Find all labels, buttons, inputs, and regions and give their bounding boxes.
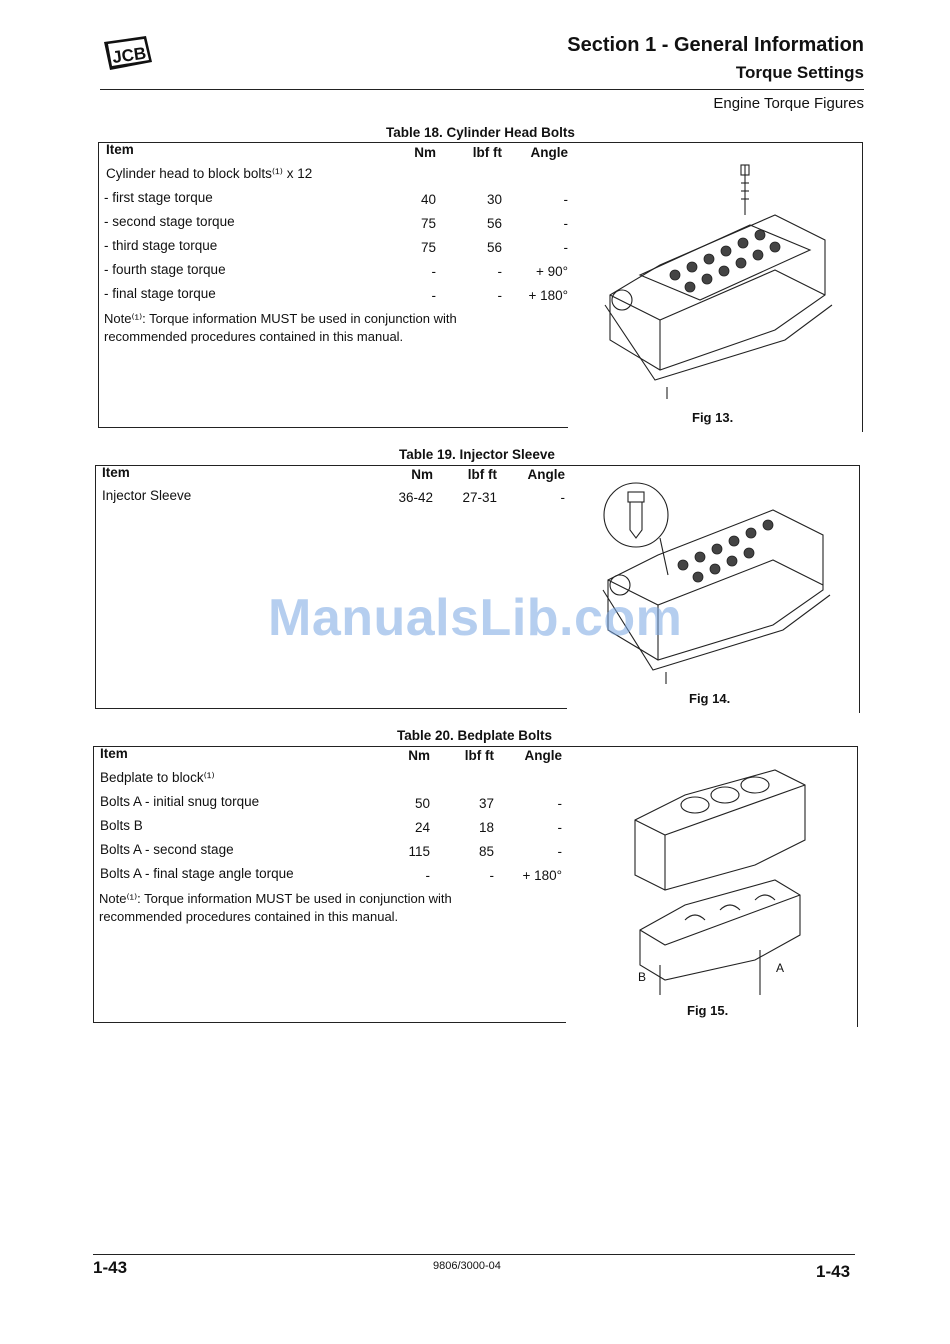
table-row-item: - final stage torque [104,286,216,301]
callout-label-b: B [638,970,647,984]
table-18-left-rule [98,142,99,427]
table-cell-angle: + 90° [535,264,568,279]
table-name: Injector Sleeve [459,447,555,462]
callout-label-a: A [776,961,785,975]
column-header-nm: Nm [414,145,436,160]
table-row-item: - fourth stage torque [104,262,226,277]
table-cell-lbf: 56 [486,240,502,255]
table-row-item: Injector Sleeve [102,488,192,503]
table-cell-angle: - [563,240,568,255]
table-cell-angle: + 180° [522,868,562,883]
table-20-note: Note⁽¹⁾: Torque information MUST be used in conjunction with recommended procedures contained in this manual. [99,891,452,924]
table-cell-nm: 24 [414,820,430,835]
table-20-right-rule [857,746,858,1027]
column-header-lbf: lbf ft [464,748,494,763]
table-row-item: - first stage torque [104,190,213,205]
column-header-lbf: lbf ft [472,145,502,160]
table-cell-nm: - [431,264,436,279]
table-row-item: Bedplate to block⁽¹⁾ [100,770,215,785]
table-number: Table 20. [397,728,454,743]
column-header-lbf: lbf ft [467,467,497,482]
table-cell-lbf: - [497,288,502,303]
page-number-left: 1-43 [93,1258,128,1277]
table-number: Table 18. [386,125,443,140]
table-name: Bedplate Bolts [457,728,553,743]
table-18-bottom-rule [98,427,568,428]
table-19-bottom-rule [95,708,567,709]
table-name: Cylinder Head Bolts [446,125,575,140]
fig-13-caption: Fig 13. [692,410,734,425]
table-cell-angle: - [557,820,562,835]
table-18-right-rule [862,142,863,432]
section-title: Section 1 - General Information [567,34,864,56]
page-subtitle: Torque Settings [735,63,864,82]
document-number: 9806/3000-04 [433,1260,501,1272]
table-row-item: - third stage torque [104,238,218,253]
table-cell-lbf: 30 [486,192,502,207]
fig-13-cylinder-head-illustration [600,155,835,405]
table-20-left-rule [93,746,94,1022]
table-cell-lbf: 37 [478,796,494,811]
fig-14-injector-sleeve-illustration [598,480,833,685]
table-cell-angle: + 180° [528,288,568,303]
column-header-nm: Nm [408,748,430,763]
table-20-top-rule [93,746,858,747]
column-header-angle: Angle [527,467,565,482]
bolt-heads [670,230,780,292]
table-cell-nm: 115 [408,844,430,859]
column-header-nm: Nm [411,467,433,482]
fig-15-caption: Fig 15. [687,1003,729,1018]
table-19-top-rule [95,465,860,466]
footer-rule [93,1254,855,1255]
table-row-item: - second stage torque [104,214,235,229]
table-cell-nm: 75 [420,216,436,231]
table-18-title [386,125,575,140]
table-row-item: Bolts A - final stage angle torque [100,866,294,881]
table-row-item: Bolts A - initial snug torque [100,794,260,809]
table-cell-nm: 40 [420,192,436,207]
table-cell-nm: 36-42 [398,490,433,505]
column-header-item: Item [100,746,128,761]
table-20-bottom-rule [93,1022,566,1023]
table-cell-lbf: - [497,264,502,279]
table-19-right-rule [859,465,860,713]
table-cell-nm: - [425,868,430,883]
table-row-item: Cylinder head to block bolts⁽¹⁾ x 12 [106,166,313,181]
watermark: ManualsLib.com [268,589,683,647]
table-18-top-rule [98,142,863,143]
header-rule [100,89,864,90]
column-header-item: Item [102,465,130,480]
column-header-item: Item [106,142,134,157]
table-cell-lbf: 85 [478,844,494,859]
page-number-right: 1-43 [816,1262,851,1281]
table-number: Table 19. [399,447,456,462]
topic-title: Engine Torque Figures [713,95,864,112]
fig-14-caption: Fig 14. [689,691,731,706]
table-19-title [399,447,555,462]
fig-15-bedplate-illustration [625,760,825,995]
table-20-title [397,728,552,743]
table-cell-nm: 50 [414,796,430,811]
logo-text: JCB [111,43,148,68]
table-18-note: Note⁽¹⁾: Torque information MUST be used in conjunction with recommended procedures contained in this manual. [104,311,457,344]
table-cell-lbf: 56 [486,216,502,231]
table-19-left-rule [95,465,96,708]
table-cell-angle: - [560,490,565,505]
column-header-angle: Angle [530,145,568,160]
table-cell-lbf: 27-31 [462,490,497,505]
table-row-item: Bolts B [100,818,143,833]
column-header-angle: Angle [524,748,562,763]
table-cell-angle: - [557,844,562,859]
table-cell-angle: - [557,796,562,811]
table-cell-angle: - [563,192,568,207]
table-cell-angle: - [563,216,568,231]
table-cell-lbf: - [489,868,494,883]
table-cell-nm: 75 [420,240,436,255]
jcb-logo [100,34,154,72]
table-cell-lbf: 18 [478,820,494,835]
table-cell-nm: - [431,288,436,303]
table-row-item: Bolts A - second stage [100,842,234,857]
